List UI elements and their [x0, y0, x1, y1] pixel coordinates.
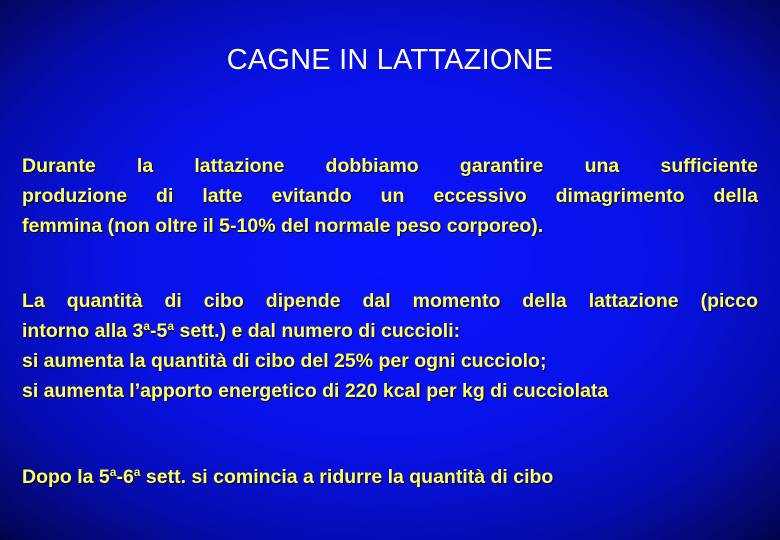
paragraph2-line3: si aumenta la quantità di cibo del 25% per ogni cucciolo;	[22, 350, 547, 372]
paragraph3-mid: -6	[116, 466, 134, 488]
paragraph3-line	[22, 462, 758, 492]
ordinal-superscript: a	[133, 465, 141, 479]
paragraph2-line2-mid: -5	[150, 320, 168, 342]
paragraph1-line3: femmina (non oltre il 5-10% del normale peso corporeo).	[22, 215, 544, 237]
paragraph-reduce-food	[22, 462, 758, 492]
paragraph-lactation-intro	[22, 151, 758, 241]
paragraph2-line1: La quantità di cibo dipende dal momento della lattazione (picco	[22, 290, 758, 312]
paragraph2-line2-pre: intorno alla 3	[22, 320, 144, 342]
ordinal-superscript: a	[167, 319, 175, 333]
paragraph2-line2	[22, 316, 758, 346]
paragraph1-line1: Durante la lattazione dobbiamo garantire una sufficiente	[22, 155, 758, 177]
paragraph2-line4: si aumenta l’apporto energetico di 220 kcal per kg di cucciolata	[22, 380, 609, 402]
paragraph3-pre: Dopo la 5	[22, 466, 110, 488]
paragraph3-post: sett. si comincia a ridurre la quantità di cibo	[140, 466, 554, 488]
ordinal-superscript: a	[143, 319, 151, 333]
paragraph1-line2: produzione di latte evitando un eccessivo dimagrimento della	[22, 185, 758, 207]
paragraph-food-quantity	[22, 286, 758, 406]
paragraph2-line2-post: sett.) e dal numero di cuccioli:	[174, 320, 461, 342]
ordinal-superscript: a	[109, 465, 117, 479]
slide-title: CAGNE IN LATTAZIONE	[226, 44, 554, 76]
